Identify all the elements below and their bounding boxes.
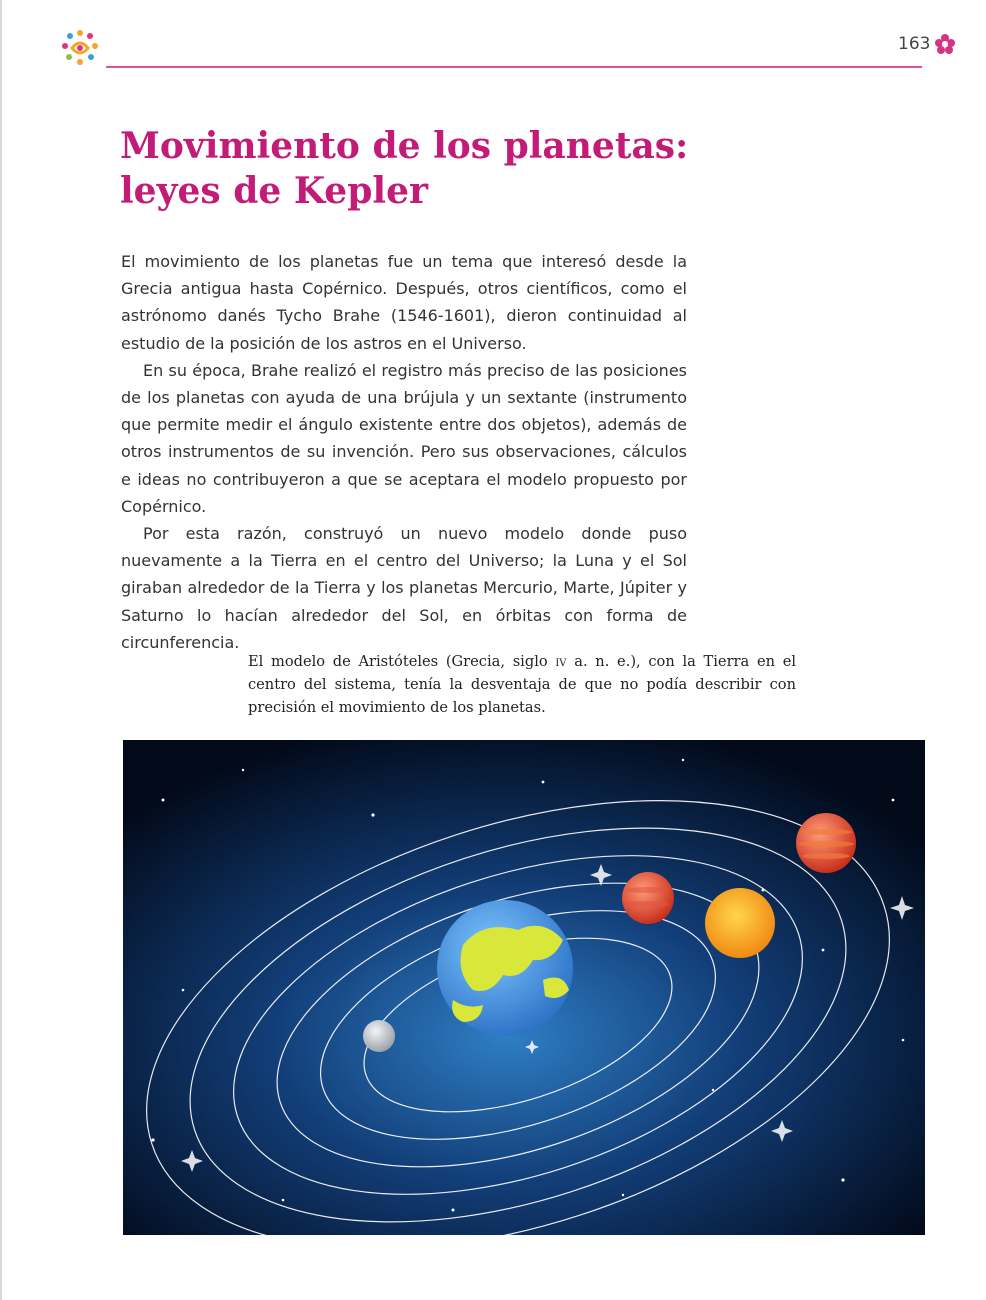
red-planet: [796, 813, 856, 873]
header-rule: [106, 66, 922, 68]
paragraph-1: El movimiento de los planetas fue un tema que interesó desde la Grecia antigua hasta Copérnico. Después, otros científicos, como el astrónomo danés Tycho Brahe (1546-1601), dieron continuidad al estudio de la posición de los astros en el Universo.: [121, 252, 687, 353]
pink-flower-icon: [934, 33, 956, 55]
solar-system-illustration: [123, 740, 925, 1235]
paragraph-3: Por esta razón, construyó un nuevo modelo donde puso nuevamente a la Tierra en el centro del Universo; la Luna y el Sol giraban alrededor de la Tierra y los planetas Mercurio, Marte, Júpiter y Saturno lo hacían alrededor del Sol, en órbitas con forma de circunferencia.: [121, 524, 687, 652]
colorful-dots-logo-icon: [58, 26, 102, 70]
moon: [363, 1020, 395, 1052]
title-line-1: Movimiento de los planetas:: [120, 125, 689, 167]
earth: [437, 900, 573, 1036]
caption-text-end: a. n. e.), con la Tierra en el centro del sistema, tenía la desventaja de que no podía describir con precisión el movimiento de los planetas.: [248, 653, 796, 716]
caption-century: iv: [555, 653, 567, 670]
caption-text-start: El modelo de Aristóteles (Grecia, siglo: [248, 653, 556, 670]
figure-caption: [248, 650, 796, 719]
mars: [622, 872, 674, 924]
page-title: [120, 124, 688, 214]
page-edge: [0, 0, 2, 1300]
sun: [705, 888, 775, 958]
title-line-2: leyes de Kepler: [120, 170, 428, 212]
page-number: 163: [898, 34, 931, 54]
body-text: [121, 248, 687, 656]
paragraph-2: En su época, Brahe realizó el registro más preciso de las posiciones de los planetas con ayuda de una brújula y un sextante (instrumento que permite medir el ángulo existente entre dos objetos), además de otros instrumentos de su invención. Pero sus observaciones, cálculos e ideas no contribuyeron a que se aceptara el modelo propuesto por Copérnico.: [121, 360, 687, 516]
